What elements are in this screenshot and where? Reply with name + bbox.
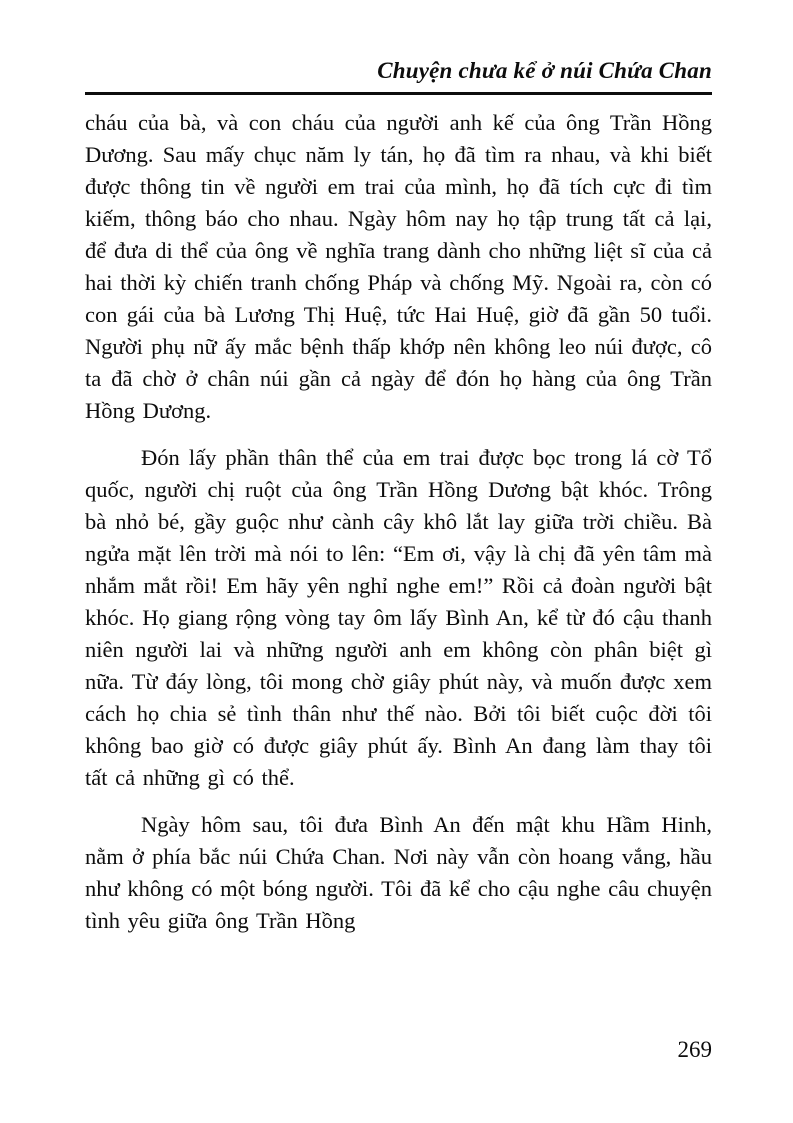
header-rule	[85, 92, 712, 95]
paragraph: Đón lấy phần thân thể của em trai được bọc trong lá cờ Tổ quốc, người chị ruột của ông Trần Hồng Dương bật khóc. Trông bà nhỏ bé, gầy guộc như cành cây khô lắt lay giữa trời chiều. Bà ngửa mặt lên trời mà nói to lên: “Em ơi, vậy là chị đã yên tâm mà nhắm mắt rồi! Em hãy yên nghỉ nghe em!” Rồi cả đoàn người bật khóc. Họ giang rộng vòng tay ôm lấy Bình An, kể từ đó cậu thanh niên người lai và những người anh em không còn phân biệt gì nữa. Từ đáy lòng, tôi mong chờ giây phút này, và muốn được xem cách họ chia sẻ tình thân như thế nào. Bởi tôi biết cuộc đời tôi không bao giờ có được giây phút ấy. Bình An đang làm thay tôi tất cả những gì có thể.	[85, 445, 712, 790]
running-header: Chuyện chưa kể ở núi Chứa Chan	[377, 58, 712, 83]
body-text	[85, 107, 712, 937]
page-number: 269	[677, 1037, 712, 1062]
paragraph: cháu của bà, và con cháu của người anh kế của ông Trần Hồng Dương. Sau mấy chục năm ly tán, họ đã tìm ra nhau, và khi biết được thông tin về người em trai của mình, họ đã tích cực đi tìm kiếm, thông báo cho nhau. Ngày hôm nay họ tập trung tất cả lại, để đưa di thể của ông về nghĩa trang dành cho những liệt sĩ của cả hai thời kỳ chiến tranh chống Pháp và chống Mỹ. Ngoài ra, còn có con gái của bà Lương Thị Huệ, tức Hai Huệ, giờ đã gần 50 tuổi. Người phụ nữ ấy mắc bệnh thấp khớp nên không leo núi được, cô ta đã chờ ở chân núi gần cả ngày để đón họ hàng của ông Trần Hồng Dương.	[85, 110, 712, 423]
paragraph: Ngày hôm sau, tôi đưa Bình An đến mật khu Hầm Hinh, nằm ở phía bắc núi Chứa Chan. Nơi này vẫn còn hoang vắng, hầu như không có một bóng người. Tôi đã kể cho cậu nghe câu chuyện tình yêu giữa ông Trần Hồng	[85, 812, 712, 933]
